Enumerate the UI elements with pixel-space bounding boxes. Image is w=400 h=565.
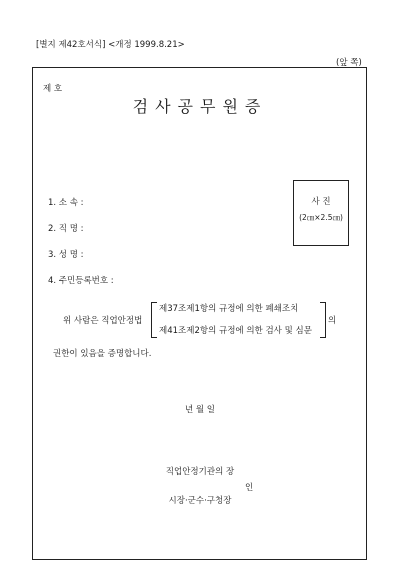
date-line: 년 월 일	[184, 405, 216, 415]
statement-suffix: 의	[328, 316, 337, 326]
issuer-line-1: 직업안정기관의 장	[165, 467, 235, 477]
field-name: 3. 성 명 :	[48, 250, 84, 260]
bracket-right	[320, 302, 326, 338]
field-position: 2. 직 명 :	[48, 224, 84, 234]
field-resident-number: 4. 주민등록번호 :	[48, 276, 114, 286]
statement-line-2: 권한이 있음을 증명합니다.	[53, 349, 152, 359]
issuer-line-2: 시장·군수·구청장	[168, 496, 232, 506]
seal-mark: 인	[245, 483, 254, 493]
field-affiliation: 1. 소 속 :	[48, 198, 84, 208]
statement-option-1: 제37조제1항의 규정에 의한 폐쇄조치	[159, 304, 299, 314]
form-id-label: [별지 제42호서식] <개정 1999.8.21>	[36, 40, 185, 50]
statement-option-2: 제41조제2항의 규정에 의한 검사 및 심문	[159, 326, 312, 336]
photo-label: 사 진	[311, 197, 331, 207]
number-label: 제 호	[43, 84, 63, 94]
page-side-label: (앞 쪽)	[336, 58, 362, 68]
photo-box	[293, 180, 349, 246]
certificate-title: 검사공무원증	[132, 97, 268, 116]
photo-size: (2㎝×2.5㎝)	[299, 213, 343, 222]
bracket-left	[151, 302, 157, 338]
statement-prefix: 위 사람은 직업안정법	[63, 316, 143, 326]
